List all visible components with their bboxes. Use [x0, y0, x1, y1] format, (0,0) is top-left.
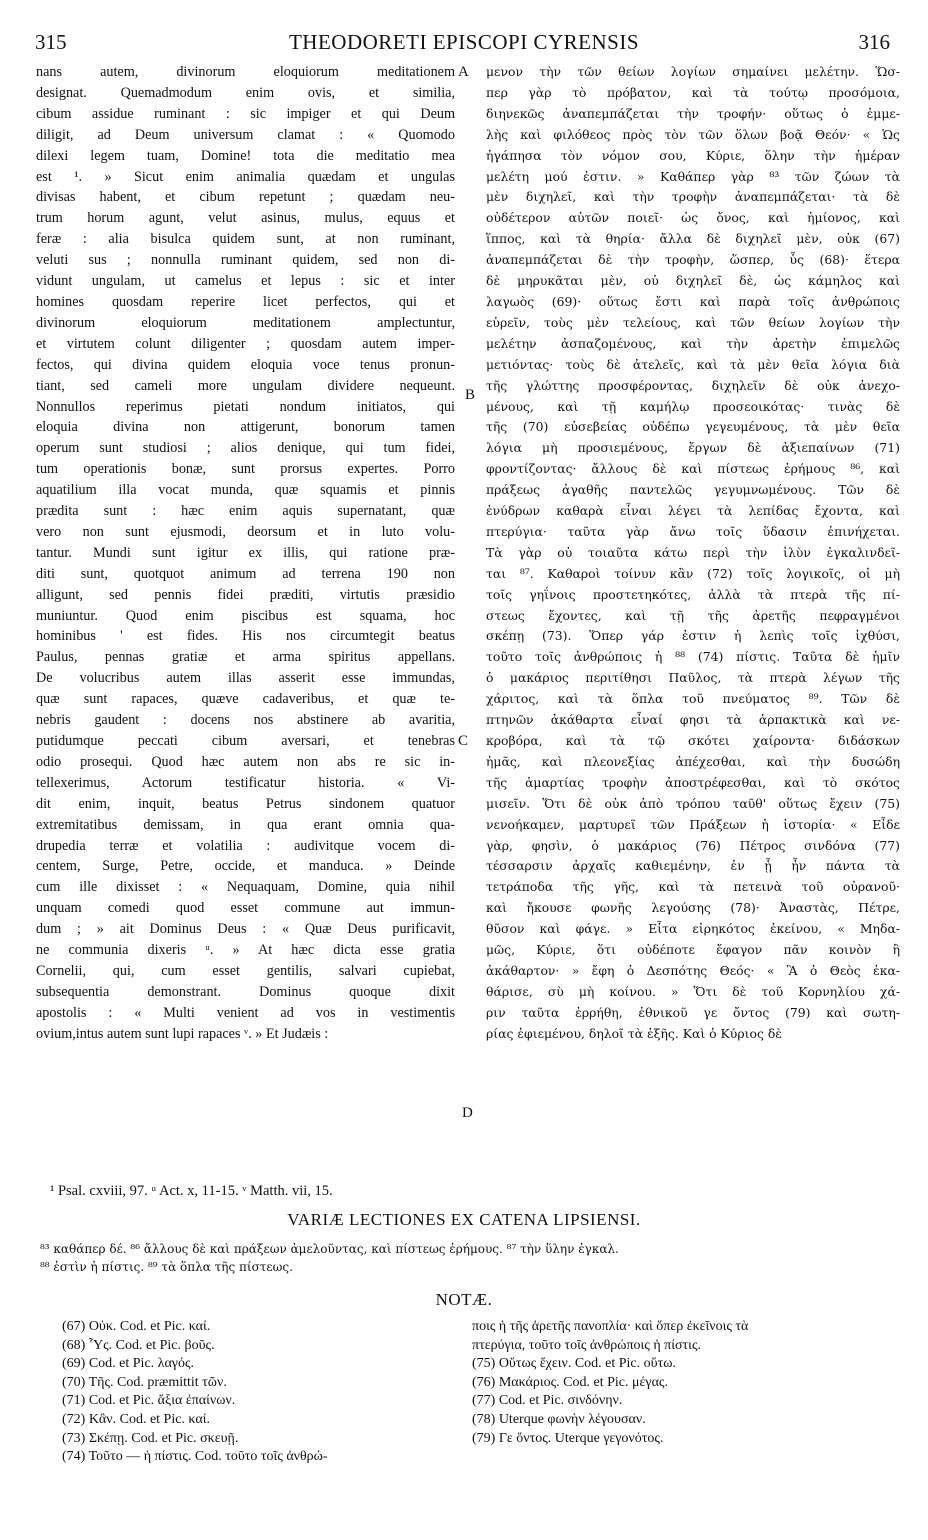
- running-title: THEODORETI EPISCOPI CYRENSIS: [288, 30, 640, 54]
- footnotes: ¹ Psal. cxviii, 97. ᵘ Act. x, 11-15. ᵛ Matth. vii, 15.: [50, 1183, 333, 1199]
- greek-text-line: ὁ μακάριος περιτίθησι Παῦλος, τὰ πτερὰ λέγων τῆς: [486, 670, 900, 686]
- greek-text-line: νενοήκαμεν, μαρτυρεῖ τῶν Πράξεων ἡ ἱστορία· « Εἶδε: [486, 816, 900, 832]
- greek-text-line: στεως ἔχοντες, καὶ τῇ τῆς ἀρετῆς πεφραγμένοι: [486, 607, 900, 623]
- greek-text-line: ἡμᾶς, καὶ πλεονεξίας ἀπέχεσθαι, καὶ τὴν δυσώδη: [486, 753, 900, 769]
- greek-text-line: ἵππος, καὶ τὰ θηρία· ἄλλα δὲ διχηλεῖ μὲν, οὐκ (67): [486, 231, 900, 247]
- greek-text-line: θάρισε, σὺ μὴ κοίνου. » Ὅτι δὲ τοῦ Κορνηλίου χά-: [486, 983, 900, 999]
- latin-text-line: veluti sus ; nonnulla ruminant quidem, sed non di-: [36, 252, 455, 269]
- note-line: πτερύγια, τοῦτο τοῖς ἀνθρώποις ἡ πίστις.: [472, 1337, 701, 1353]
- greek-text-line: τοῖς γηΐνοις προστετηκότες, ἀλλὰ τὰ πτερὰ τῆς πί-: [486, 586, 900, 602]
- greek-text-line: πτηνῶν ἀκάθαρτα εἶναί φησι τὰ ἁρπακτικὰ καὶ νε-: [486, 712, 900, 728]
- note-line: (70) Τῆς. Cod. præmittit τῶν.: [62, 1374, 227, 1390]
- note-line: (72) Κἂν. Cod. et Pic. καί.: [62, 1411, 210, 1427]
- latin-text-line: Paulus, pennas gratiæ et arma spiritus appellans.: [36, 649, 455, 666]
- note-line: (73) Σκέπῃ. Cod. et Pic. σκευῇ.: [62, 1430, 239, 1446]
- latin-text-line: feræ : alia bisulca quidem sunt, at non ruminant,: [36, 231, 455, 248]
- latin-text-line: designat. Quemadmodum enim ovis, et similia,: [36, 84, 455, 101]
- latin-text-line: prædita sunt : hæc enim aquis supernatant, quæ: [36, 503, 455, 520]
- latin-text-line: cum ille dixisset : « Nequaquam, Domine, quia nihil: [36, 879, 455, 896]
- latin-text-line: subsequentia demonstrant. Dominus quoque dixit: [36, 983, 455, 1000]
- variae-lectiones-title: VARIÆ LECTIONES EX CATENA LIPSIENSI.: [287, 1210, 641, 1229]
- note-line: (71) Cod. et Pic. ἄξια ἐπαίνων.: [62, 1393, 236, 1409]
- greek-text-line: μενον τὴν τῶν θείων λογίων σημαίνει μελέτην. Ὥσ-: [486, 64, 900, 79]
- greek-text-line: ἀναπεμπάζεται δὲ τὴν τροφὴν, ὥσπερ, ὗς (68)· ἕτερα: [486, 252, 900, 268]
- note-line: (68) Ὗς. Cod. et Pic. βοῦς.: [62, 1337, 215, 1353]
- note-line: (76) Μακάριος. Cod. et Pic. μέγας.: [472, 1374, 668, 1390]
- notae-title: NOTÆ.: [435, 1290, 493, 1309]
- greek-text-line: πράξεως ἀγαθῆς παντελῶς γεγυμνωμένους. Τῶν δὲ: [486, 482, 900, 498]
- greek-text-line: Τὰ γὰρ οὐ τοιαῦτα κάτω περὶ τὴν ἰλὺν ἐγκαλινδεῖ-: [486, 544, 900, 560]
- greek-text-line: ται ⁸⁷. Καθαροὶ τοίνυν κἂν (72) τοῖς λογικοῖς, οἱ μὴ: [486, 565, 900, 581]
- greek-text-line: μετιόντας· τοὺς δὲ ἀτελεῖς, καὶ τὰ μὲν θεῖα λόγια διὰ: [486, 356, 900, 372]
- note-line: (74) Τοῦτο — ἡ πίστις. Cod. τοῦτο τοῖς ἀνθρώ-: [62, 1449, 328, 1465]
- latin-text-line: vidunt ungulam, ut camelus et lepus : sic et inter: [36, 273, 455, 290]
- greek-text-line: τῆς γλώττης προσφέροντας, διχηλεῖν δὲ οὐκ ἀνεχο-: [486, 377, 900, 393]
- latin-text-line: Cornelii, qui, cum esset gentilis, salvari cupiebat,: [36, 962, 455, 979]
- greek-text-line: κροβόρα, καὶ τὰ τῷ σκότει χαίροντα· διδάσκων: [486, 733, 900, 748]
- latin-text-line: operum sunt studiosi ; alios denique, qui tum fidei,: [36, 440, 455, 457]
- latin-text-line: cibum assidue ruminant : sic impiger et qui Deum: [36, 105, 455, 122]
- note-line: ποις ἡ τῆς ἀρετῆς πανοπλία· καὶ ὅπερ ἐκεῖνοις τὰ: [472, 1319, 749, 1334]
- latin-text-line: unquam comedi quod esset commune aut immun-: [36, 900, 455, 917]
- greek-text-line: καὶ ἤκουσε φωνῆς λεγούσης (78)· Ἀναστὰς, Πέτρε,: [486, 900, 900, 916]
- latin-text-line: aquatilium illa vocat munda, quæ squamis et pinnis: [36, 482, 455, 499]
- latin-text-line: De volucribus autem illas asserit esse immundas,: [36, 670, 455, 687]
- latin-text-line: hominibus ' est fides. His nos circumtegit beatus: [36, 628, 455, 645]
- latin-text-line: diti sunt, quotquot animum ad terrena 190 non: [36, 565, 455, 582]
- note-line: (78) Uterque φωνὴν λέγουσαν.: [472, 1411, 646, 1427]
- latin-text-line: eloquia divina non attigerunt, bonorum tamen: [36, 419, 455, 436]
- latin-text-line: nebris gaudent : docens nos abstinere ab avaritia,: [36, 712, 455, 729]
- latin-text-line: centem, Surge, Petre, occide, et manduca. » Deinde: [36, 858, 455, 875]
- greek-text-line: δὲ μηρυκᾶται μὲν, οὐ διχηλεῖ δὲ, ὡς κάμηλος καὶ: [486, 273, 900, 289]
- greek-text-line: φροντίζοντας· ἄλλους δὲ καὶ πίστεως ἐρήμους ⁸⁶, καὶ: [486, 461, 900, 477]
- latin-text-line: extremitatibus demissam, in qua erant omnia qua-: [36, 816, 455, 833]
- running-head: [30, 30, 898, 56]
- greek-text-line: εὑρεῖν, τοὺς μὲν τελείους, καὶ τῶν θείων λογίων τὴν: [486, 314, 900, 330]
- greek-text-line: μῶς, Κύριε, ὅτι οὐδέποτε ἔφαγον πᾶν κοινὸν ἢ: [486, 942, 900, 958]
- latin-text-line: putidumque peccati cibum aversari, et tenebras: [36, 733, 455, 749]
- variant-reading-line: ⁸³ καθάπερ δέ. ⁸⁶ ἄλλους δὲ καὶ πράξεων ἀμελοῦντας, καὶ πίστεως ἐρήμους. ⁸⁷ τὴν ὕλην ἐγκαλ.: [40, 1242, 619, 1256]
- greek-text-line: ρίας ἐφιεμένου, δηλοῖ τὰ ἑξῆς. Καὶ ὁ Κύριος δὲ: [486, 1025, 782, 1041]
- note-line: (67) Οὐκ. Cod. et Pic. καί.: [62, 1319, 211, 1334]
- latin-text-line: trum horum agunt, velut asinus, mulus, equus et: [36, 210, 455, 227]
- latin-text-line: divisas habent, et cibum repetunt ; quædam neu-: [36, 189, 455, 206]
- latin-text-line: Nonnullos reperimus pietati nondum initiatos, qui: [36, 398, 455, 415]
- greek-text-line: μελέτην ἀσπαζομένους, καὶ τὴν ἀρετὴν ἐπιμελῶς: [486, 335, 900, 351]
- notes-left-column: [62, 1318, 462, 1467]
- latin-text-line: tellexerimus, Actorum testificatur historia. « Vi-: [36, 774, 455, 791]
- greek-text-line: περ γὰρ τὸ πρόβατον, καὶ τὰ τούτῳ προσόμοια,: [486, 84, 900, 100]
- greek-text-line: λαγωὸς (69)· οὕτως ἔστι καὶ παρὰ τοῖς ἀνθρώποις: [486, 293, 900, 309]
- notes-right-column: [472, 1318, 912, 1448]
- latin-text-line: divinorum eloquiorum meditationem amplectuntur,: [36, 314, 455, 331]
- greek-text-line: ριν ταῦτα ἐρρήθη, ἐθνικοῦ γε ὄντος (79) καὶ σωτη-: [486, 1004, 900, 1020]
- greek-text-line: θῦσον καὶ φάγε. » Εἶτα εἰρηκότος ἐκείνου, « Μηδα-: [486, 921, 900, 937]
- greek-text-line: διηνεκῶς ἀναπεμπάζεται τὴν τροφήν· οὕτως ὁ ἐμμε-: [486, 105, 900, 121]
- latin-text-line: vero non sunt ejusmodi, deorsum et in luto volu-: [36, 523, 455, 540]
- note-line: (75) Οὕτως ἔχειν. Cod. et Pic. οὕτω.: [472, 1356, 676, 1372]
- margin-letter-c: C: [458, 733, 469, 749]
- greek-text-line: τῆς (70) εὐσεβείας οὐδέπω γεγευμένους, τὰ μὲν θεῖα: [486, 419, 900, 435]
- greek-text-line: ἐνύδρων καθαρὰ εἶναι λέγει τὰ λεπίδας ἔχοντα, καὶ: [486, 503, 900, 519]
- greek-text-line: τέσσαρσιν ἀρχαῖς καθιεμένην, ἐν ᾗ ἦν πάντα τὰ: [486, 858, 900, 874]
- note-line: (77) Cod. et Pic. σινδόνην.: [472, 1393, 623, 1409]
- margin-letter-a: A: [458, 64, 469, 80]
- latin-text-line: et virtutem colunt diligenter ; quosdam autem imper-: [36, 335, 455, 352]
- latin-text-line: nans autem, divinorum eloquiorum meditationem: [36, 64, 455, 80]
- greek-text-line: τῆς ἁμαρτίας τροφὴν ἀποστρέφεσθαι, καὶ τὸ σκότος: [486, 774, 900, 790]
- latin-text-line: ovium,intus autem sunt lupi rapaces ᵛ. » Et Judæis :: [36, 1025, 329, 1042]
- note-line: (69) Cod. et Pic. λαγός.: [62, 1356, 195, 1372]
- latin-text-line: quæ sunt rapaces, quæve cadaveribus, et quæ te-: [36, 691, 455, 708]
- latin-text-line: alligunt, sed pennis fidei præditi, virtutis præsidio: [36, 586, 455, 603]
- page-number-right: 316: [858, 30, 890, 54]
- greek-text-line: τετράποδα τῆς γῆς, καὶ τὰ πετεινὰ τοῦ οὐρανοῦ·: [486, 879, 900, 895]
- variant-reading-line: ⁸⁸ ἐστὶν ἡ πίστις. ⁸⁹ τὰ ὅπλα τῆς πίστεως.: [40, 1260, 293, 1274]
- latin-text-line: diligit, ad Deum universum clamat : « Quomodo: [36, 126, 455, 143]
- variae-lectiones: [40, 1240, 900, 1276]
- latin-text-line: muniuntur. Quod enim piscibus est squama, hoc: [36, 607, 455, 624]
- latin-text-line: dum ; » ait Dominus Deus : « Quæ Deus purificavit,: [36, 921, 455, 938]
- latin-text-line: homines quosdam reperire licet perfectos, qui et: [36, 293, 455, 310]
- latin-text-line: fectos, qui divina quidem eloquia voce tenus pronun-: [36, 356, 455, 373]
- greek-text-line: τοῦτο τοῖς ἀνθρώποις ἡ ⁸⁸ (74) πίστις. Ταῦτα δὲ ἡμῖν: [486, 649, 900, 665]
- page-number-left: 315: [35, 30, 67, 54]
- note-line: (79) Γε ὄντος. Uterque γεγονότος.: [472, 1430, 664, 1446]
- greek-text-line: μὲν διχηλεῖ, καὶ τὴν τροφὴν ἀναπεμπάζεται· τὰ δὲ: [486, 189, 900, 205]
- latin-text-line: apostolis : « Multi venient ad vos in vestimentis: [36, 1004, 455, 1021]
- greek-text-line: ἠγάπησα τὸν νόμον σου, Κύριε, ὅλην τὴν ἡμέραν: [486, 147, 900, 163]
- latin-text-line: dilexi legem tuam, Domine! tota die meditatio mea: [36, 147, 455, 164]
- greek-text-line: πτερύγια· ταῦτα γὰρ ἄνω τοῖς ὕδασιν ἐπινήχεται.: [486, 523, 900, 539]
- margin-letter-d: D: [462, 1105, 473, 1121]
- latin-text-line: tantur. Mundi sunt igitur ex illis, qui ratione præ-: [36, 544, 455, 561]
- greek-text-line: μένους, καὶ τῇ καμήλῳ προσεοικότας· τινὰς δὲ: [486, 398, 900, 414]
- latin-text-line: tum operationis bonæ, sunt prorsus expertes. Porro: [36, 461, 455, 478]
- greek-text-line: λόγια μὴ προσιεμένους, ἔργων δὲ ἀξιεπαίνων (71): [486, 440, 900, 456]
- latin-text-line: odio prosequi. Quod hæc autem non abs re sic in-: [36, 753, 455, 770]
- greek-column: [486, 62, 900, 1045]
- latin-text-line: dit enim, inquit, beatus Petrus sindonem quatuor: [36, 795, 455, 812]
- margin-letter-b: B: [465, 387, 476, 403]
- greek-text-line: χάριτος, καὶ τὰ ὅπλα τοῦ πνεύματος ⁸⁹. Τῶν δὲ: [486, 691, 900, 707]
- latin-column: [36, 62, 455, 1045]
- greek-text-line: οὐδέτερον αὐτῶν ποιεῖ· ὡς ὄνος, καὶ ἡμίονος, καὶ: [486, 210, 900, 226]
- latin-text-line: est ¹. » Sicut enim animalia quædam et ungulas: [36, 168, 455, 185]
- latin-text-line: drupedia terræ et volatilia : audivitque vocem di-: [36, 837, 455, 854]
- greek-text-line: σκέπῃ (73). Ὅπερ γάρ ἐστιν ἡ λεπὶς τοῖς ἰχθύσι,: [486, 628, 900, 644]
- latin-text-line: tiant, sed cameli more ungulam dividere nequeunt.: [36, 377, 455, 394]
- greek-text-line: μελέτη μού ἐστιν. » Καθάπερ γὰρ ⁸³ τῶν ζώων τὰ: [486, 168, 900, 184]
- latin-text-line: ne communia dixeris ᵘ. » At hæc dicta esse gratia: [36, 942, 455, 959]
- greek-text-line: ἀκάθαρτον· » ἔφη ὁ Δεσπότης Θεός· « Ἃ ὁ Θεὸς ἐκα-: [486, 962, 900, 978]
- greek-text-line: μισεῖν. Ὅτι δὲ οὐκ ἀπὸ τρόπου ταῦθ' οὕτως ἔχειν (75): [486, 795, 900, 811]
- greek-text-line: γὰρ, φησὶν, ὁ μακάριος (76) Πέτρος σινδόνα (77): [486, 837, 900, 853]
- greek-text-line: λὴς καὶ φιλόθεος πρὸς τὸν τῶν ὅλων βοᾷ Θεόν· « Ὡς: [486, 126, 900, 142]
